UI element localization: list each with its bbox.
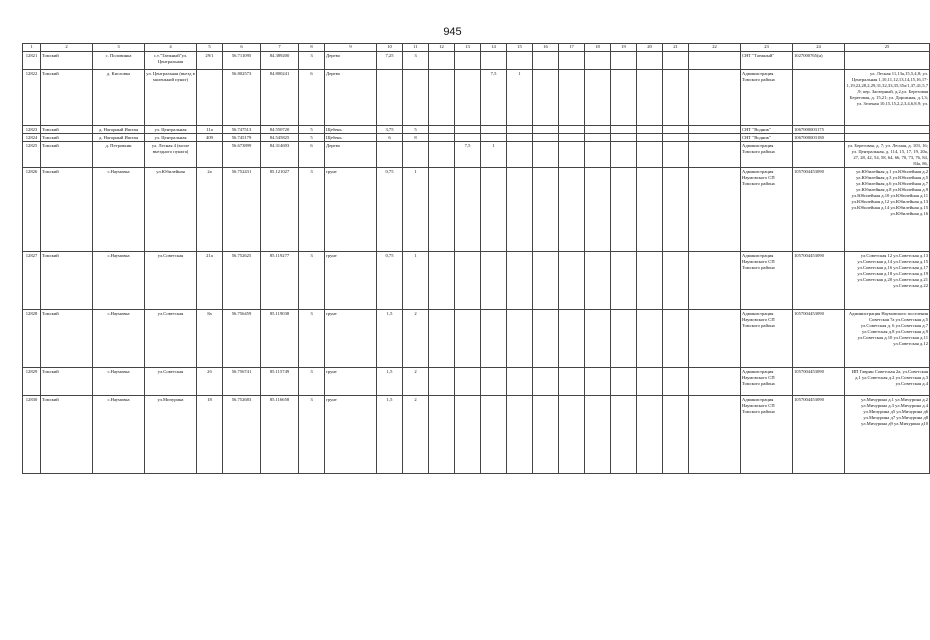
table-cell [585,368,611,396]
table-cell: с.Наумовка [93,310,145,368]
table-cell [585,142,611,168]
table-cell [637,310,663,368]
table-cell [663,310,689,368]
column-header: 13 [455,44,481,52]
table-row [23,126,930,134]
table-cell [507,252,533,310]
table-cell [637,252,663,310]
table-cell: ул.Советская [145,310,197,368]
table-cell [429,126,455,134]
table-cell: Щебень [325,126,377,134]
table-row [23,70,930,126]
table-cell: Томский [41,134,93,142]
table-cell [845,52,930,70]
table-cell [585,168,611,252]
table-cell [455,126,481,134]
table-cell [507,168,533,252]
table-cell [533,52,559,70]
table-cell [455,134,481,142]
table-cell [507,52,533,70]
column-header: 22 [689,44,741,52]
table-cell: 1067000003175 [793,126,845,134]
table-cell [429,252,455,310]
table-cell: 2 [403,396,429,474]
table-row [23,168,930,252]
table-cell [533,142,559,168]
table-row [23,252,930,310]
header-row [23,44,930,52]
table-cell: 18 [197,396,223,474]
table-cell: 3 [299,396,325,474]
table-cell [455,252,481,310]
table-cell: 85.119277 [261,252,299,310]
table-cell: 56.711095 [223,52,261,70]
table-cell: 3 [299,310,325,368]
table-row [23,310,930,368]
table-cell [611,142,637,168]
table-cell [533,70,559,126]
table-cell [429,310,455,368]
table-cell: 0,75 [377,252,403,310]
table-cell: 1,5 [377,396,403,474]
table-cell: Томский [41,310,93,368]
table-cell: ул.Мичурина д.1 ул.Мичурина д.2 ул.Мичурина д.3 ул.Мичурина д.4 ул.Мичурина д5 ул.Мичурина д6 ул.Мичурина д7 ул.Мичурина д8 ул.Мичурина д9 ул.Мичурина д10 [845,396,930,474]
table-cell: 85.119038 [261,310,299,368]
table-cell: 6 [299,70,325,126]
table-cell [689,126,741,134]
table-cell [637,168,663,252]
table-cell [559,52,585,70]
table-cell: 8 [403,134,429,142]
table-cell: Томский [41,70,93,126]
table-cell [559,396,585,474]
table-cell [559,252,585,310]
table-cell: 1057004453090 [793,396,845,474]
table-cell: ул. Береговая, д. 7; ул. Лесная, д. 103, 16; ул. Центральная, д. 114, 15, 17, 19, 20а, 27, 28, 42, 54, 58, 64, 66, 70, 73, 76, 84, 84а, 86, [845,142,930,168]
table-cell [429,70,455,126]
table-cell [637,142,663,168]
table-cell [689,142,741,168]
table-cell: 12828 [23,310,41,368]
table-cell [481,252,507,310]
table-cell: СНТ "Водник" [741,126,793,134]
table-cell [533,168,559,252]
table-cell: Томский [41,142,93,168]
table-row [23,368,930,396]
table-cell [637,52,663,70]
table-cell [689,168,741,252]
table-cell: грунт [325,252,377,310]
table-cell: 1057004453090 [793,310,845,368]
table-cell: 6 [299,142,325,168]
table-cell [611,70,637,126]
table-cell [429,368,455,396]
table-cell: Томский [41,396,93,474]
table-cell: 56.752683 [223,396,261,474]
table-row [23,52,930,70]
table-cell: ул. Центральная [145,134,197,142]
table-cell: 85.121027 [261,168,299,252]
table-cell [585,310,611,368]
table-cell [377,70,403,126]
table-cell: ул.Юбилейная [145,168,197,252]
column-header: 20 [637,44,663,52]
table-cell: 1057004453090 [793,168,845,252]
column-header: 21 [663,44,689,52]
table-cell [429,396,455,474]
table-cell: 3,75 [377,126,403,134]
table-cell [403,142,429,168]
table-cell [585,396,611,474]
table-cell: Администрация Наумовского поселения Советская 7а ул.Советская д.5 ул.Советская д. 6 ул.Советская д.7 ул.Советская д.8 ул.Советская д.9 ул.Советская д.10 ул.Советская д.11 ул.Советская д.12 [845,310,930,368]
table-cell: 5 [299,134,325,142]
table-cell: Администрация Наумовского СП Томского района [741,368,793,396]
table-cell [533,126,559,134]
table-cell: 1057004453090 [793,252,845,310]
table-cell: 85.116658 [261,396,299,474]
table-cell: ул. Лесная 4 (возле въездного пункта) [145,142,197,168]
table-cell: 12829 [23,368,41,396]
table-cell [611,52,637,70]
table-cell [559,168,585,252]
table-cell [429,52,455,70]
table-cell: 3 [299,368,325,396]
table-cell: 1067000003180 [793,134,845,142]
column-header: 10 [377,44,403,52]
table-cell: 84.550720 [261,126,299,134]
column-header: 24 [793,44,845,52]
table-cell: Томский [41,52,93,70]
table-cell: 1027000765(н) [793,52,845,70]
table-cell: 56.745179 [223,134,261,142]
table-cell [663,126,689,134]
table-cell: ул.Мичурина [145,396,197,474]
table-cell [637,396,663,474]
column-header: 25 [845,44,930,52]
column-header: 12 [429,44,455,52]
table-cell: грунт [325,168,377,252]
table-cell: грунт [325,396,377,474]
table-cell: 1057004453090 [793,368,845,396]
table-cell [533,134,559,142]
table-cell: Дерево [325,52,377,70]
table-cell: 84.545825 [261,134,299,142]
table-cell: 11а [197,126,223,134]
table-cell [611,396,637,474]
table-cell [611,126,637,134]
column-header: 17 [559,44,585,52]
table-cell: 85.115749 [261,368,299,396]
table-cell [507,134,533,142]
table-cell [403,70,429,126]
table-cell [689,252,741,310]
table-cell: 12830 [23,396,41,474]
table-cell [533,252,559,310]
column-header: 2 [41,44,93,52]
table-cell [197,70,223,126]
table-cell: 1 [481,142,507,168]
column-header: 7 [261,44,299,52]
table-cell: д. Петровкин [93,142,145,168]
column-header: 18 [585,44,611,52]
table-cell [429,134,455,142]
table-cell: с.Наумовка [93,168,145,252]
table-cell [663,142,689,168]
table-cell [611,134,637,142]
column-header: 14 [481,44,507,52]
table-cell [481,168,507,252]
table-cell: 3 [403,52,429,70]
table-cell [689,368,741,396]
table-cell: с.т."Таежный"ул. Центральная [145,52,197,70]
column-header: 15 [507,44,533,52]
table-cell [507,126,533,134]
table-cell [481,52,507,70]
table-cell [637,70,663,126]
table-cell: 5 [299,126,325,134]
table-cell [481,310,507,368]
table-row [23,396,930,474]
table-cell: 7,5 [455,142,481,168]
table-cell [481,368,507,396]
table-cell: 3 [299,168,325,252]
table-row [23,142,930,168]
table-cell: 12826 [23,168,41,252]
table-cell [559,310,585,368]
table-cell [663,168,689,252]
column-header: 19 [611,44,637,52]
table-cell [611,368,637,396]
table-cell: с.Наумовка [93,368,145,396]
table-cell [533,368,559,396]
table-cell [455,70,481,126]
column-header: 23 [741,44,793,52]
column-header: 16 [533,44,559,52]
table-cell [533,310,559,368]
table-cell: 12821 [23,52,41,70]
table-cell: СНТ "Таежный" [741,52,793,70]
table-cell [481,134,507,142]
table-cell [663,70,689,126]
table-cell [689,134,741,142]
column-header: 9 [325,44,377,52]
table-cell: Дерево [325,70,377,126]
table-cell: 56.673899 [223,142,261,168]
table-cell [507,142,533,168]
table-cell [585,252,611,310]
table-cell: 0,75 [377,168,403,252]
register-table [22,43,930,474]
table-cell: 2а [197,168,223,252]
table-cell [611,252,637,310]
table-cell: 2б [197,368,223,396]
table-cell: 1 [403,168,429,252]
table-cell: Томский [41,126,93,134]
table-cell: 7,5 [481,70,507,126]
column-header: 1 [23,44,41,52]
table-cell: 56.756459 [223,310,261,368]
table-cell: 8а [197,310,223,368]
column-header: 3 [93,44,145,52]
table-cell: 84.800241 [261,70,299,126]
table-cell [377,142,403,168]
table-cell [637,134,663,142]
table-cell [429,142,455,168]
table-cell: д. Нагорный Иштан [93,134,145,142]
table-cell: Томский [41,368,93,396]
table-cell [533,396,559,474]
table-cell: Администрация Томского района [741,142,793,168]
table-cell: 84.389200 [261,52,299,70]
table-cell: 409 [197,134,223,142]
page-number: 945 [443,26,462,38]
table-cell: с.Наумовка [93,252,145,310]
table-cell: ул.Советская [145,252,197,310]
table-cell [455,396,481,474]
table-cell: ул. Лесная 11,13а,15,5,4,8; ул. Центральная 1,10,11,12,13,14,15,16,17-1,19,22,28,2,29,31,32,33,35,35а/1,37,41,5,7,9; пер. Заозерный, д.2,ул. Березовая Береговая, д. 15,21; ул. Дорожная, д.1,3; ул. Зеленая 10,15,15,2,2,3,4,6,8,9; ул. [845,70,930,126]
table-cell: СНТ "Водник" [741,134,793,142]
table-cell [611,168,637,252]
table-cell [455,168,481,252]
table-cell: 1,5 [377,368,403,396]
table-cell: 12825 [23,142,41,168]
table-cell [455,52,481,70]
table-cell [559,70,585,126]
table-cell [689,52,741,70]
table-cell [611,310,637,368]
table-cell [663,134,689,142]
table-cell: 7,25 [377,52,403,70]
table-cell: ул.Советская 12 ул.Советская д.13 ул.Советская д.14 ул.Советская д.15 ул.Советская д.16 ул.Советская д.17 ул.Советская д.18 ул.Советская д.19 ул.Советская д.20 ул.Советская д.21 ул.Советская д.22 [845,252,930,310]
table-cell: Щебень [325,134,377,142]
table-cell [481,126,507,134]
table-cell [507,310,533,368]
table-cell: 56.752625 [223,252,261,310]
table-cell: Дерево [325,142,377,168]
table-cell: 1,5 [377,310,403,368]
table-cell [559,368,585,396]
table-cell: Томский [41,252,93,310]
column-header: 8 [299,44,325,52]
table-cell [663,368,689,396]
table-cell [845,126,930,134]
table-cell [507,368,533,396]
table-cell [585,126,611,134]
table-cell [689,396,741,474]
table-cell [637,126,663,134]
table-cell [585,52,611,70]
table-cell [793,70,845,126]
table-cell: Администрация Наумовского СП Томского района [741,252,793,310]
table-cell: ИП Гаврин Советская 2а, ул.Советская д.1 ул.Советская д.2 ул.Советская д.3 ул.Советская д.4 [845,368,930,396]
table-cell [455,310,481,368]
table-cell: 56.752431 [223,168,261,252]
table-cell: 12824 [23,134,41,142]
table-body [23,52,930,474]
table-cell: Томский [41,168,93,252]
table-cell: ул. Центральная (въезд в маленький пункт) [145,70,197,126]
table-cell: 2 [403,368,429,396]
table-cell [637,368,663,396]
table-cell [845,134,930,142]
table-cell [663,396,689,474]
table-cell [507,396,533,474]
table-cell: с.Наумовка [93,396,145,474]
column-header: 11 [403,44,429,52]
table-cell: 12823 [23,126,41,134]
table-cell: 21а [197,252,223,310]
table-cell: 56.756741 [223,368,261,396]
table-cell [455,368,481,396]
table-cell [197,142,223,168]
column-header: 6 [223,44,261,52]
table-cell: Администрация Наумовского СП Томского района [741,310,793,368]
table-cell: 2 [403,310,429,368]
table-cell [559,142,585,168]
table-cell [585,134,611,142]
table-cell [585,70,611,126]
table-cell: ул.Юбилейная д.1 ул.Юбилейная д.2 ул.Юбилейная д.3 ул.Юбилейная д.5 ул.Юбилейная д.6 ул.Юбилейная д.7 ул.Юбилейная д.8 ул.Юбилейная д.9 ул.Юбилейная д.10 ул.Юбилейная д.11 ул.Юбилейная д.12 ул.Юбилейная д.13 ул.Юбилейная д.14 ул.Юбилейная д.15 ул.Юбилейная д.16 [845,168,930,252]
table-cell: ул.Советская [145,368,197,396]
table-cell: 12827 [23,252,41,310]
table-cell [663,52,689,70]
table-cell: с. Половинка [93,52,145,70]
table-cell: 3 [299,252,325,310]
table-cell: 6 [377,134,403,142]
column-header: 4 [145,44,197,52]
table-cell: грунт [325,368,377,396]
column-header: 5 [197,44,223,52]
table-cell [689,70,741,126]
table-cell: д. Нагорный Иштан [93,126,145,134]
table-cell: 84.314693 [261,142,299,168]
table-row [23,134,930,142]
table-cell [559,134,585,142]
table-cell: Администрация Наумовского СП Томского района [741,396,793,474]
table-cell: Администрация Наумовского СП Томского района [741,168,793,252]
table-cell: 5 [403,126,429,134]
table-cell: 3 [299,52,325,70]
table-cell: д. Кисловка [93,70,145,126]
table-cell: 56.802573 [223,70,261,126]
table-cell: 29/1 [197,52,223,70]
table-cell: ул. Центральная [145,126,197,134]
table-cell: 1 [403,252,429,310]
table-cell [689,310,741,368]
table-cell: грунт [325,310,377,368]
table-cell: 12822 [23,70,41,126]
table-cell: Администрация Томского района [741,70,793,126]
table-cell [793,142,845,168]
table-cell: 1 [507,70,533,126]
table-cell [663,252,689,310]
table-cell: 56.747513 [223,126,261,134]
table-cell [429,168,455,252]
table-cell [559,126,585,134]
table-cell [481,396,507,474]
